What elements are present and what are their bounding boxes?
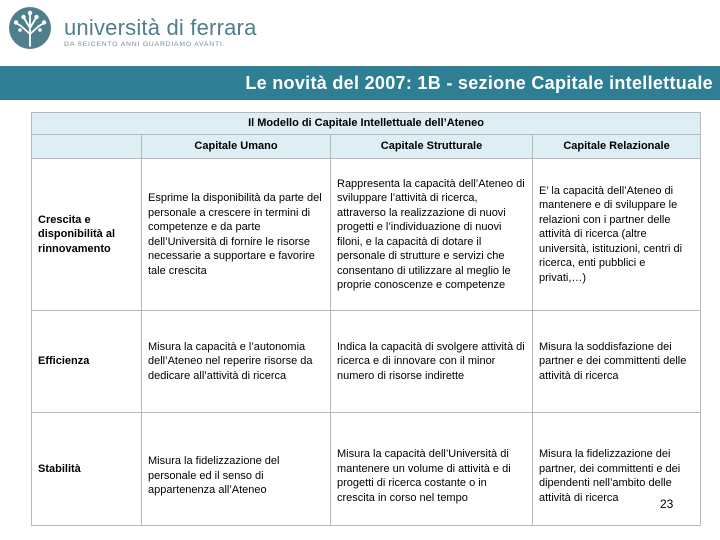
- column-header: Capitale Umano: [142, 135, 331, 159]
- capital-model-table: [31, 112, 701, 526]
- column-header-row: [32, 135, 701, 159]
- column-header: Capitale Relazionale: [533, 135, 701, 159]
- table-cell: Indica la capacità di svolgere attività di ricerca e di innovare con il minor numero di risorse indirette: [331, 311, 533, 413]
- table-cell: Rappresenta la capacità dell’Ateneo di sviluppare l’attività di ricerca, attraverso la realizzazione di nuovi progetti e l’individuazione di nuovi filoni, e la capacità di dotare il personale di strutture e servizi che consentano di utilizzare al meglio le proprie conoscenze e competenze: [331, 159, 533, 311]
- table-title-row: [32, 113, 701, 135]
- tree-logo-icon: [8, 6, 52, 54]
- corner-cell: [32, 135, 142, 159]
- column-header: Capitale Strutturale: [331, 135, 533, 159]
- table-cell: Misura la fidelizzazione del personale ed il senso di appartenenza all’Ateneo: [142, 413, 331, 526]
- table-row: [32, 413, 701, 526]
- row-label: Stabilità: [32, 413, 142, 526]
- table-cell: Misura la capacità dell’Università di mantenere un volume di attività e di progetti di ricerca costante o in crescita in corso nel tempo: [331, 413, 533, 526]
- table-cell: Misura la soddisfazione dei partner e dei committenti delle attività di ricerca: [533, 311, 701, 413]
- table-title: Il Modello di Capitale Intellettuale dell’Ateneo: [32, 113, 701, 135]
- table-cell: Misura la capacità e l’autonomia dell’Ateneo nel reperire risorse da dedicare all’attività di ricerca: [142, 311, 331, 413]
- table-row: [32, 159, 701, 311]
- slide-title: Le novità del 2007: 1B - sezione Capitale intellettuale: [245, 73, 713, 93]
- table-cell: Misura la fidelizzazione dei partner, dei committenti e dei dipendenti nell’ambito delle attività di ricerca: [533, 413, 701, 526]
- page-number: 23: [660, 497, 674, 511]
- logo-tagline: DA SEICENTO ANNI GUARDIAMO AVANTI.: [64, 41, 226, 48]
- table-cell: Esprime la disponibilità da parte del personale a crescere in termini di competenze e da parte dell’Università di fornire le risorse necessarie a supportare e favorire tale crescita: [142, 159, 331, 311]
- table-cell: E’ la capacità dell’Ateneo di mantenere e di sviluppare le relazioni con i partner delle attività di ricerca (altre università, istituzioni, centri di ricerca, enti pubblici e privati,…): [533, 159, 701, 311]
- slide-title-bar: [0, 66, 720, 100]
- row-label: Crescita e disponibilità al rinnovamento: [32, 159, 142, 311]
- university-logo: [6, 6, 257, 58]
- row-label: Efficienza: [32, 311, 142, 413]
- logo-name: università di ferrara: [64, 15, 257, 40]
- table-row: [32, 311, 701, 413]
